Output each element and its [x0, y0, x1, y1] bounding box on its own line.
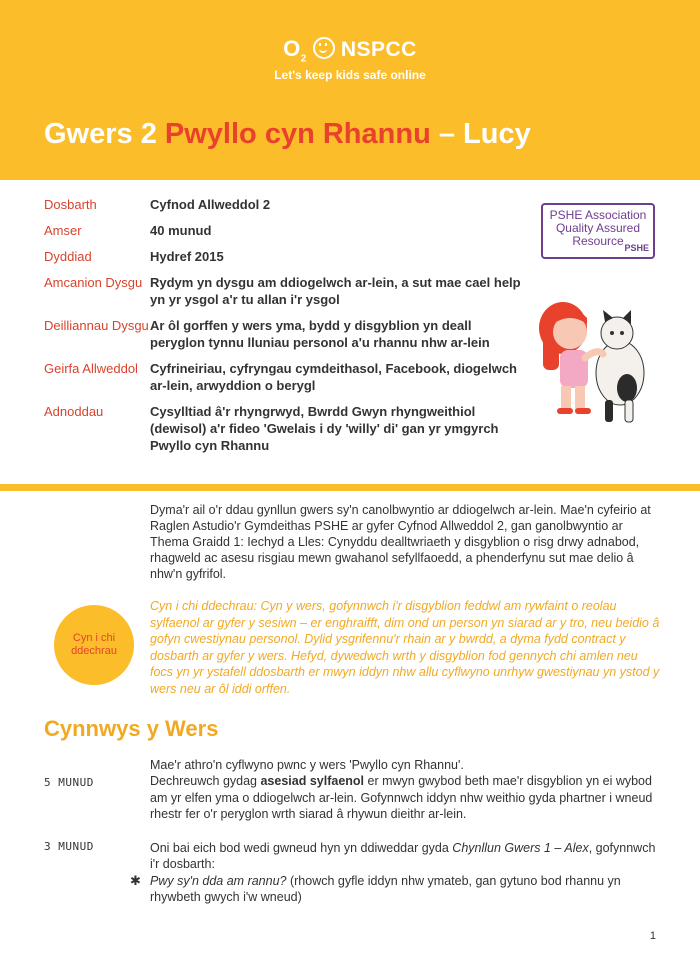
girl-with-cat-illustration [525, 288, 675, 428]
step-body: Oni bai eich bod wedi gwneud hyn yn ddiweddar gyda Chynllun Gwers 1 – Alex, gofynnwch i'r dosbarth: [150, 841, 656, 872]
tagline: Let's keep kids safe online [274, 68, 426, 82]
step-text [130, 840, 660, 905]
info-value: Cyfrineiriau, cyfryngau cymdeithasol, Facebook, diogelwch ar-lein, arwyddion o berygl [150, 361, 517, 393]
info-label: Amser [44, 223, 82, 238]
info-label: Deilliannau Dysgu [44, 318, 149, 333]
info-row [44, 317, 524, 351]
info-label: Dosbarth [44, 197, 97, 212]
info-value: 40 munud [150, 223, 212, 238]
pshe-line: PSHE Association [549, 208, 647, 222]
lesson-info-table [44, 196, 524, 463]
step-time: 3 MUNUD [44, 840, 94, 853]
nspcc-logo: NSPCC [340, 38, 417, 61]
info-row [44, 274, 524, 308]
step-bullet: ✱ Pwy sy'n dda am rannu? (rhowch gyfle iddyn nhw ymateb, gan gytuno bod rhannu yn rhywbeth gwych i'w wneud) [130, 872, 621, 904]
info-row [44, 248, 524, 265]
step-body: Dechreuwch gydag asesiad sylfaenol er mwyn gwybod beth mae'r disgyblion yn ei wybod am yr elfen yma o ddiogelwch ar-lein. Gofynnwch iddyn nhw weithio gyda phartner i wneud rhestr fer o'r peryglon wrth siarad â rhywun dieithr ar-lein. [150, 774, 653, 821]
info-value: Hydref 2015 [150, 249, 224, 264]
info-row [44, 196, 524, 213]
pshe-small: PSHE [624, 243, 649, 253]
info-value: Rydym yn dysgu am ddiogelwch ar-lein, a sut mae cael help yn yr ysgol a'r tu allan i'r ysgol [150, 275, 521, 307]
page-title: Gwers 2 Pwyllo cyn Rhannu – Lucy [44, 118, 531, 150]
step-time: 5 MUNUD [44, 776, 94, 789]
info-value: Ar ôl gorffen y wers yma, bydd y disgyblion yn deall peryglon tynnu lluniau personol a'u rhannu nhw ar-lein [150, 318, 490, 350]
asterisk-bullet-icon: ✱ [130, 872, 141, 888]
brand-logo [0, 36, 700, 64]
pshe-quality-badge [541, 203, 655, 259]
section-title: Cynnwys y Wers [44, 716, 219, 741]
section-divider [0, 484, 700, 491]
before-start-paragraph: Cyn i chi ddechrau: Cyn y wers, gofynnwch i'r disgyblion feddwl am rywfaint o reolau sylfaenol ar gyfer y sesiwn – er enghraifft, dim ond un person yn siarad ar y tro, neu beidio â gofyn cwestiynau personol. Dylid ysgrifennu'r rhain ar y bwrdd, a dyma fydd contract y dosbarth ar gyfer y wers. Hefyd, dywedwch wrth y disgyblion fod gennych chi amlen neu focs yn yr ystafell ddosbarth er mwyn iddyn nhw allu cyflwyno unrhyw gwestiynau yn ystod y wers neu ar ôl iddi orffen. [150, 599, 660, 696]
page-number: 1 [649, 930, 656, 942]
info-row [44, 222, 524, 239]
header-banner [0, 0, 700, 180]
info-row [44, 403, 524, 454]
step-intro-line: Mae'r athro'n cyflwyno pwnc y wers 'Pwyllo cyn Rhannu'. [150, 758, 464, 772]
info-value: Cyfnod Allweddol 2 [150, 197, 271, 212]
pshe-line: Quality Assured [555, 221, 641, 235]
before-start-badge: Cyn i chi ddechrau [54, 605, 134, 685]
info-row [44, 360, 524, 394]
info-label: Geirfa Allweddol [44, 361, 138, 376]
pshe-line: Resource [572, 234, 624, 248]
intro-paragraph: Dyma'r ail o'r ddau gynllun gwers sy'n canolbwyntio ar ddiogelwch ar-lein. Mae'n cyfeirio at Raglen Astudio'r Gymdeithas PSHE ar gyfer Cyfnod Allweddol 2, gan ganolbwyntio ar Thema Graidd 1: Iechyd a Lles: Cynyddu dealltwriaeth y disgyblion o risg drwy adnabod, rhagweld ac asesu risgiau mewn gwahanol sefyllfaoedd, a phenderfynu sut mae delio â nhw'n gyfrifol. [150, 503, 651, 581]
o2-logo: $O_2$ [283, 36, 307, 65]
step-text [150, 757, 660, 822]
smile-icon [313, 37, 335, 59]
info-label: Dyddiad [44, 249, 92, 264]
info-value: Cysylltiad â'r rhyngrwyd, Bwrdd Gwyn rhyngweithiol (dewisol) a'r fideo 'Gwelais i dy 'willy' di' gan yr ymgyrch Pwyllo cyn Rhannu [150, 404, 499, 453]
info-label: Adnoddau [44, 404, 104, 419]
info-label: Amcanion Dysgu [44, 275, 143, 290]
